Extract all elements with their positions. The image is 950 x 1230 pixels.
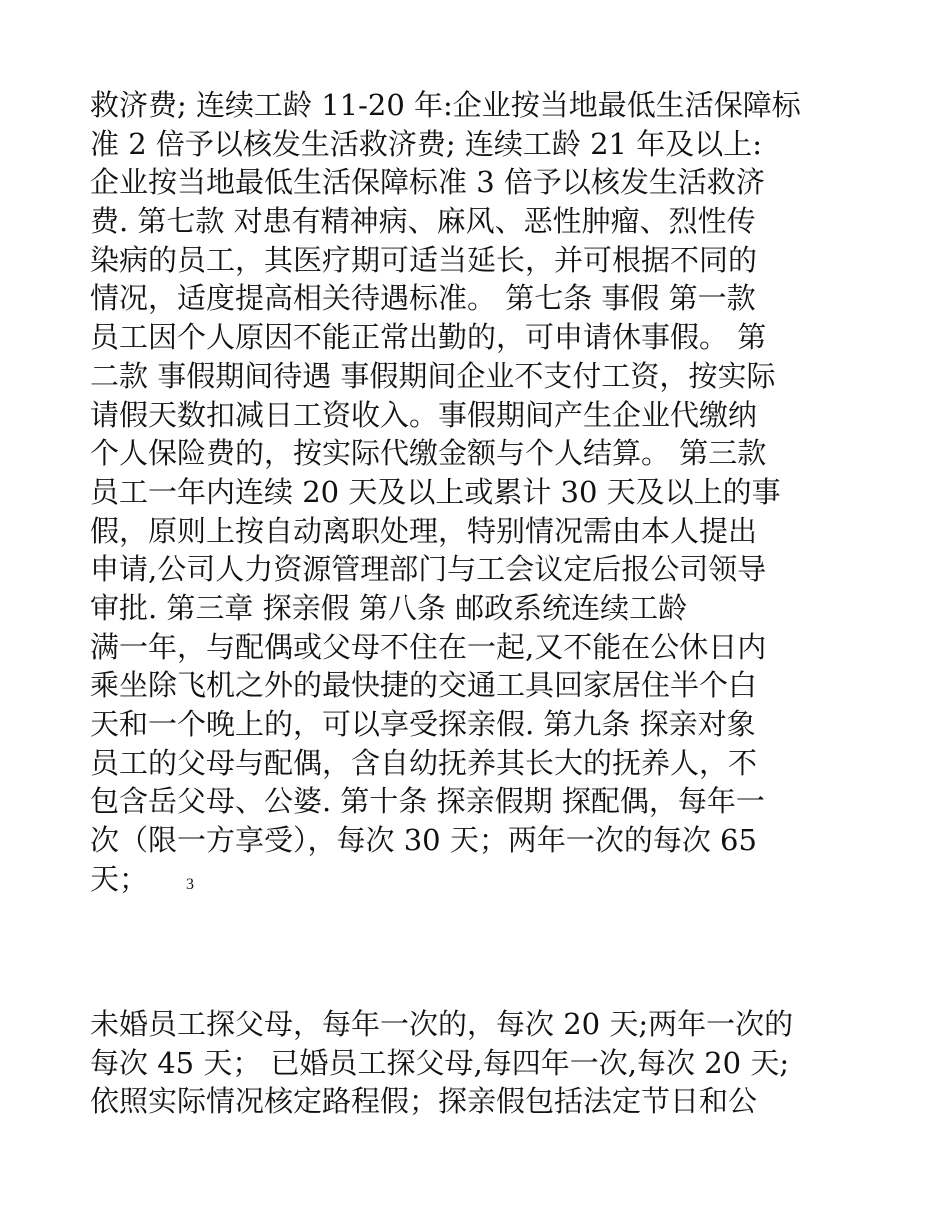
text-line: 员工因个人原因不能正常出勤的，可申请休事假。 第 — [90, 320, 767, 355]
text-line: 企业按当地最低生活保障标准 3 倍予以核发生活救济 — [90, 165, 765, 200]
text-line: 情况，适度提高相关待遇标准。 第七条 事假 第一款 — [90, 281, 756, 316]
text-block-2 — [90, 1005, 880, 1121]
text-line: 染病的员工，其医疗期可适当延长，并可根据不同的 — [90, 242, 758, 277]
text-line: 申请,公司人力资源管理部门与工会议定后报公司领导 — [90, 552, 767, 587]
text-line: 审批. 第三章 探亲假 第八条 邮政系统连续工龄 — [90, 590, 688, 625]
page-number: 3 — [186, 875, 195, 893]
text-line: 依照实际情况核定路程假；探亲假包括法定节日和公 — [90, 1084, 758, 1119]
text-line: 员工一年内连续 20 天及以上或累计 30 天及以上的事 — [90, 474, 781, 509]
text-line: 员工的父母与配偶，含自幼抚养其长大的抚养人，不 — [90, 745, 758, 780]
text-line: 二款 事假期间待遇 事假期间企业不支付工资，按实际 — [90, 358, 776, 393]
text-line: 每次 45 天； 已婚员工探父母,每四年一次,每次 20 天; — [90, 1045, 790, 1080]
text-line: 天和一个晚上的，可以享受探亲假. 第九条 探亲对象 — [90, 707, 756, 741]
text-line-content: 天； — [90, 861, 149, 896]
text-line: 未婚员工探父母，每年一次的，每次 20 天;两年一次的 — [90, 1007, 794, 1041]
text-line: 个人保险费的，按实际代缴金额与个人结算。 第三款 — [90, 436, 767, 471]
text-line: 包含岳父母、公婆. 第十条 探亲假期 探配偶，每年一 — [90, 784, 765, 819]
text-line: 次（限一方享受），每次 30 天；两年一次的每次 65 — [90, 823, 757, 858]
text-line: 乘坐除飞机之外的最快捷的交通工具回家居住半个白 — [90, 668, 758, 703]
text-line: 请假天数扣减日工资收入。事假期间产生企业代缴纳 — [90, 397, 758, 432]
text-line: 假，原则上按自动离职处理，特别情况需由本人提出 — [90, 513, 758, 548]
text-line: 满一年，与配偶或父母不住在一起,又不能在公休日内 — [90, 629, 767, 664]
text-block-1 — [90, 86, 880, 898]
text-line: 费. 第七款 对患有精神病、麻风、恶性肿瘤、烈性传 — [90, 204, 756, 239]
text-line: 准 2 倍予以核发生活救济费; 连续工龄 21 年及以上: — [90, 126, 762, 161]
text-line: 救济费; 连续工龄 11-20 年:企业按当地最低生活保障标 — [90, 88, 801, 122]
text-line-last — [90, 860, 880, 899]
